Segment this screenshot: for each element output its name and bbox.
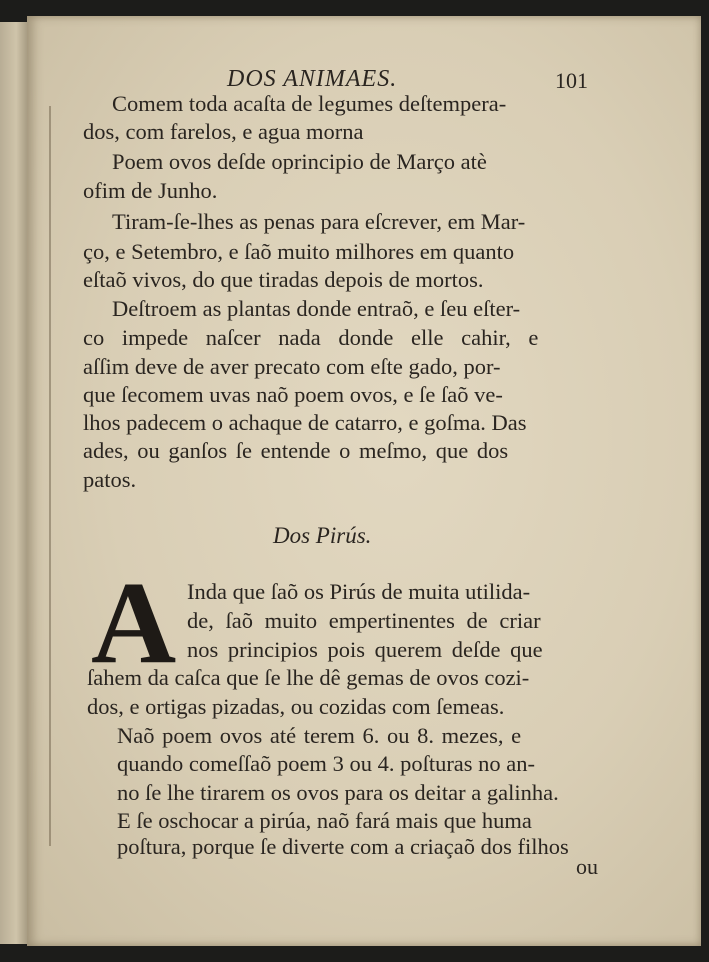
text-line: Inda que ſaõ os Pirús de muita utilida-	[187, 579, 531, 604]
text-line: ſahem da caſca que ſe lhe dê gemas de ovos cozi-	[87, 665, 530, 690]
page-number: 101	[555, 68, 588, 93]
gutter-shadow	[49, 106, 51, 846]
text-line: eſtaõ vivos, do que tiradas depois de mortos.	[83, 267, 484, 292]
text-line: Naõ poem ovos até terem 6. ou 8. mezes, e	[117, 723, 522, 748]
text-line: ofim de Junho.	[83, 178, 218, 203]
book-page	[27, 16, 701, 946]
text-line: ades, ou ganſos ſe entende o meſmo, que dos	[83, 438, 509, 463]
text-line: ço, e Setembro, e ſaõ muito milhores em quanto	[83, 239, 515, 264]
text-line: Comem toda acaſta de legumes deſtempera-	[112, 91, 507, 116]
text-line: lhos padecem o achaque de catarro, e goſma. Das	[83, 410, 527, 435]
drop-cap-initial: A	[91, 557, 177, 688]
text-line: co impede naſcer nada donde elle cahir, e	[83, 325, 539, 350]
text-line: aſſim deve de aver precato com eſte gado, por-	[83, 354, 501, 379]
previous-page-edge	[0, 22, 27, 944]
running-head: DOS ANIMAES.	[227, 66, 398, 92]
text-line: quando comeſſaõ poem 3 ou 4. poſturas no an-	[117, 751, 536, 776]
text-line: no ſe lhe tirarem os ovos para os deitar a galinha.	[117, 780, 559, 805]
text-line: Tiram-ſe-lhes as penas para eſcrever, em Mar-	[112, 209, 526, 234]
text-line: que ſecomem uvas naõ poem ovos, e ſe ſaõ ve-	[83, 382, 503, 407]
text-line: dos, e ortigas pizadas, ou cozidas com ſemeas.	[87, 694, 505, 719]
section-heading: Dos Pirús.	[273, 523, 372, 548]
text-line: nos principios pois querem deſde que	[187, 637, 543, 662]
text-line: poſtura, porque ſe diverte com a criaçaõ dos filhos	[117, 834, 569, 859]
text-line: patos.	[83, 467, 137, 492]
text-line: de, ſaõ muito empertinentes de criar	[187, 608, 541, 633]
text-line: dos, com farelos, e agua morna	[83, 119, 364, 144]
text-line: Poem ovos deſde oprincipio de Março atè	[112, 149, 487, 174]
text-line: E ſe oschocar a pirúa, naõ fará mais que huma	[117, 808, 532, 833]
catchword: ou	[576, 854, 598, 879]
text-line: Deſtroem as plantas donde entraõ, e ſeu eſter-	[112, 296, 521, 321]
